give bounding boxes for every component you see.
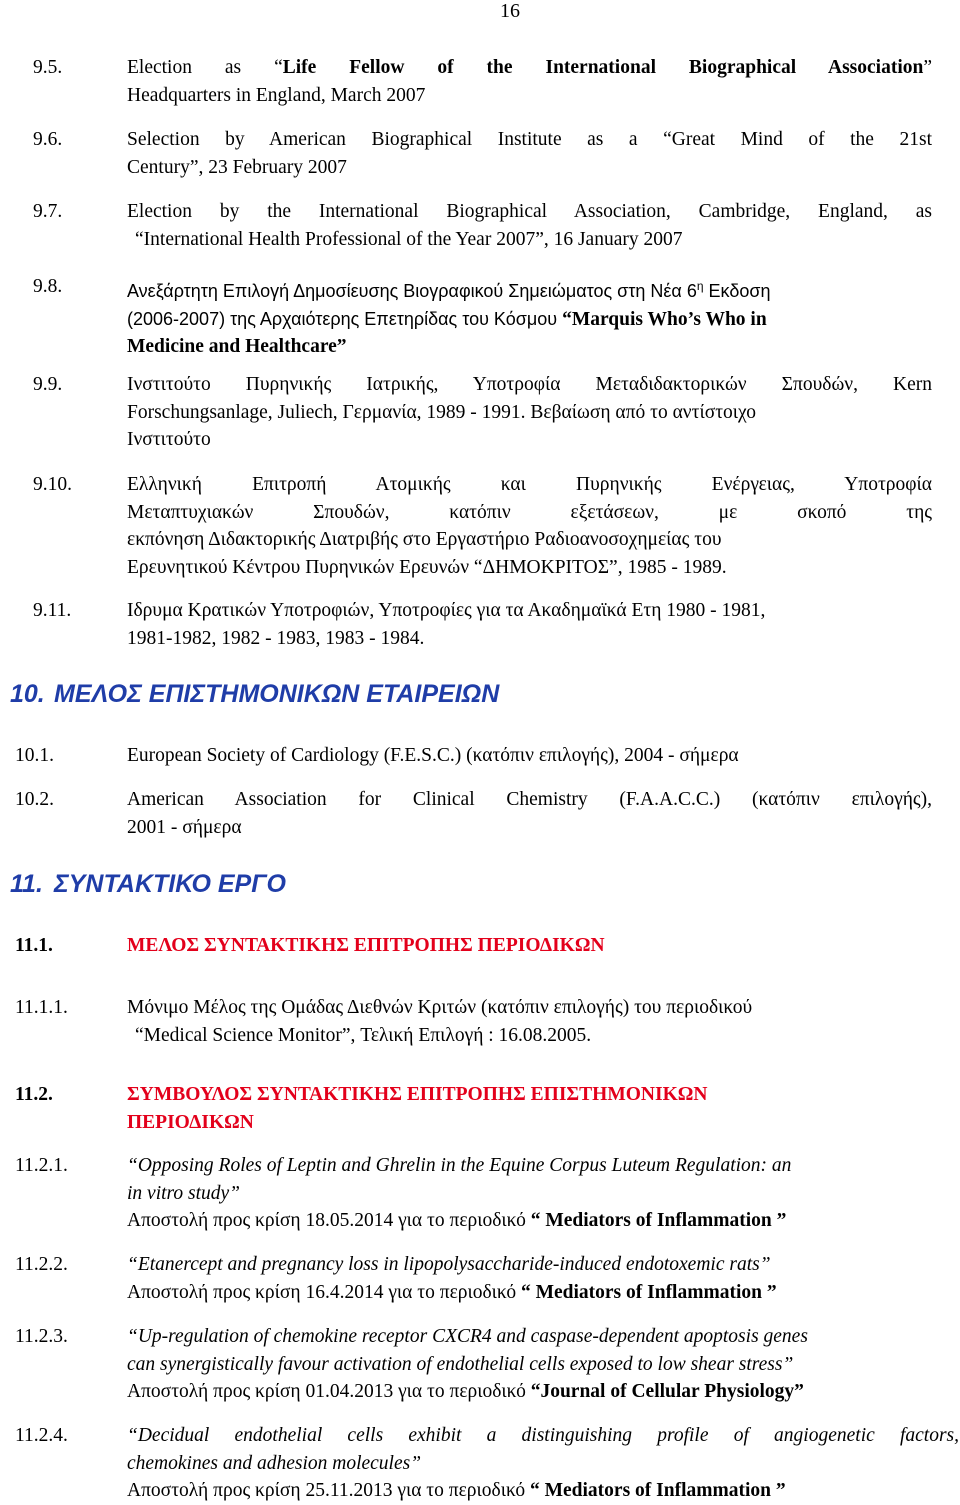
entry-number: 9.9. [33, 374, 63, 395]
article-title: “Opposing Roles of Leptin and Ghrelin in the Equine Corpus Luteum Regulation: an [127, 1155, 792, 1176]
article-title: in vitro study” [127, 1182, 241, 1204]
entry-line: Election as “Life Fellow of the International Biographical Association” [127, 57, 933, 78]
entry-line: Selection by American Biographical Institute as a “Great Mind of the 21st [127, 129, 932, 150]
section-number: 11. [10, 870, 43, 898]
entry-number: 11.2.4. [15, 1425, 68, 1446]
entry-line: American Association for Clinical Chemistry (F.A.A.C.C.) (κατόπιν επιλογής), [127, 789, 932, 810]
entry-line: εκπόνηση Διδακτορικής Διατριβής στο Εργαστήριο Ραδιοανοσοχημείας του [127, 529, 722, 550]
entry-line: Μεταπτυχιακών Σπουδών, κατόπιν εξετάσεων, με σκοπό της [127, 501, 932, 523]
entry-line: Election by the International Biographical Association, Cambridge, England, as [127, 201, 932, 222]
entry-number: 11.2.1. [15, 1155, 68, 1176]
entry-number: 9.6. [33, 129, 63, 150]
review-line: Αποστολή προς κρίση 01.04.2013 για το περιοδικό “Journal of Cellular Physiology” [127, 1381, 804, 1402]
entry-number: 11.1.1. [15, 997, 68, 1018]
journal-name: “ Mediators of Inflammation ” [529, 1480, 786, 1501]
entry-line: Ινστιτούτο [127, 429, 211, 450]
entry-line: Μόνιμο Μέλος της Ομάδας Διεθνών Κριτών (κατόπιν επιλογής) του περιοδικού [127, 997, 753, 1018]
entry-number: 9.10. [33, 474, 72, 495]
entry-line: Ιδρυμα Κρατικών Υποτροφιών, Υποτροφίες για τα Ακαδημαϊκά Ετη 1980 - 1981, [127, 600, 766, 621]
entry-number: 10.1. [15, 745, 54, 766]
entry-number: 9.7. [33, 201, 63, 222]
page-number: 16 [500, 0, 520, 22]
entry-line: Ελληνική Επιτροπή Ατομικής και Πυρηνικής Ενέργειας, Υποτροφία [127, 474, 932, 495]
journal-name: “Journal of Cellular Physiology” [530, 1381, 804, 1402]
entry-line: “International Health Professional of the Year 2007”, 16 January 2007 [135, 228, 683, 250]
award-title: Life Fellow of the International Biographical Association [282, 57, 924, 78]
section-title: ΜΕΛΟΣ ΕΠΙΣΤΗΜΟΝΙΚΩΝ ΕΤΑΙΡΕΙΩΝ [54, 680, 500, 708]
entry-number: 11.2.3. [15, 1326, 68, 1347]
entry-number: 10.2. [15, 789, 54, 810]
subsection-title: ΠΕΡΙΟΔΙΚΩΝ [127, 1111, 254, 1133]
subsection-title: ΜΕΛΟΣ ΣΥΝΤΑΚΤΙΚΗΣ ΕΠΙΤΡΟΠΗΣ ΠΕΡΙΟΔΙΚΩΝ [127, 935, 605, 956]
entry-line: Forschungsanlage, Juliech, Γερμανία, 1989 - 1991. Βεβαίωση από το αντίστοιχο [127, 401, 757, 423]
entry-line: Ανεξάρτητη Επιλογή Δημοσίευσης Βιογραφικού Σημειώματος στη Νέα $6^\eta$ Εκδοση [127, 279, 771, 301]
entry-number: 9.5. [33, 57, 63, 78]
article-title: “Etanercept and pregnancy loss in lipopolysaccharide-induced endotoxemic rats” [127, 1254, 771, 1275]
entry-line: (2006-2007) της Αρχαιότερης Επετηρίδας του Κόσμου “Marquis Who’s Who in [127, 308, 767, 330]
entry-line: European Society of Cardiology (F.E.S.C.) (κατόπιν επιλογής), 2004 - σήμερα [127, 745, 739, 766]
entry-line: 1981-1982, 1982 - 1983, 1983 - 1984. [127, 627, 425, 649]
article-title: chemokines and adhesion molecules” [127, 1452, 422, 1474]
entry-line: Headquarters in England, March 2007 [127, 84, 426, 106]
entry-line: 2001 - σήμερα [127, 816, 242, 838]
entry-line: Medicine and Healthcare” [127, 336, 347, 357]
entry-line: Ερευνητικού Κέντρου Πυρηνικών Ερευνών “ΔΗΜΟΚΡΙΤΟΣ”, 1985 - 1989. [127, 556, 727, 578]
subsection-title: ΣΥΜΒΟΥΛΟΣ ΣΥΝΤΑΚΤΙΚΗΣ ΕΠΙΤΡΟΠΗΣ ΕΠΙΣΤΗΜΟΝΙΚΩΝ [127, 1084, 708, 1105]
section-number: 10. [10, 680, 45, 708]
entry-line: Century”, 23 February 2007 [127, 156, 347, 178]
entry-line: Ινστιτούτο Πυρηνικής Ιατρικής, Υποτροφία Μεταδιδακτορικών Σπουδών, Kern [127, 374, 932, 395]
journal-name: “ Mediators of Inflammation ” [520, 1281, 777, 1303]
journal-name: “ Mediators of Inflammation ” [530, 1210, 787, 1231]
article-title: “Decidual endothelial cells exhibit a distinguishing profile of angiogenetic factors, [127, 1425, 959, 1446]
entry-number: 9.8. [33, 276, 63, 297]
review-line: Αποστολή προς κρίση 16.4.2014 για το περιοδικό “ Mediators of Inflammation ” [127, 1281, 777, 1303]
section-heading [10, 680, 499, 709]
review-line: Αποστολή προς κρίση 18.05.2014 για το περιοδικό “ Mediators of Inflammation ” [127, 1210, 787, 1231]
entry-number: 11.1. [15, 935, 53, 956]
entry-number: 9.11. [33, 600, 72, 621]
entry-number: 11.2. [15, 1084, 53, 1105]
entry-number: 11.2.2. [15, 1254, 68, 1275]
review-line: Αποστολή προς κρίση 25.11.2013 για το περιοδικό “ Mediators of Inflammation ” [127, 1480, 786, 1501]
article-title: “Up-regulation of chemokine receptor CXCR4 and caspase-dependent apoptosis genes [127, 1326, 808, 1347]
article-title: can synergistically favour activation of endothelial cells exposed to low shear stress” [127, 1353, 794, 1375]
section-title: ΣΥΝΤΑΚΤΙΚΟ ΕΡΓΟ [54, 870, 286, 898]
section-heading [10, 870, 286, 899]
entry-line: “Medical Science Monitor”, Τελική Επιλογή : 16.08.2005. [135, 1024, 592, 1046]
